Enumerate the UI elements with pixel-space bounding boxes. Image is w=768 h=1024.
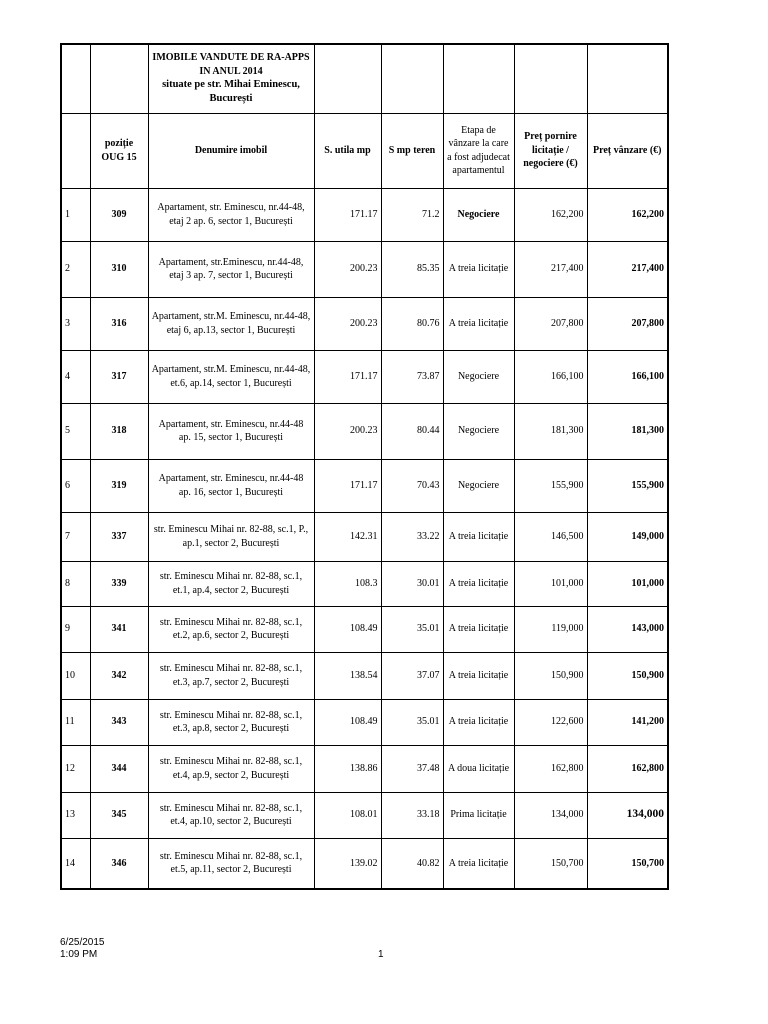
denumire-cell: Apartament, str.M. Eminescu, nr.44-48, et.6, ap.14, sector 1, București bbox=[148, 350, 314, 403]
s-teren-cell: 35.01 bbox=[381, 699, 443, 745]
pret-pornire-cell: 146,500 bbox=[514, 512, 587, 561]
pozitie-cell: 342 bbox=[90, 652, 148, 699]
header-s-utila: S. utila mp bbox=[314, 113, 381, 188]
pozitie-cell: 346 bbox=[90, 838, 148, 889]
table-row bbox=[61, 512, 668, 561]
pret-vanzare-cell: 134,000 bbox=[587, 792, 668, 838]
s-utila-cell: 200.23 bbox=[314, 403, 381, 459]
table-row bbox=[61, 297, 668, 350]
s-teren-cell: 40.82 bbox=[381, 838, 443, 889]
empty-cell bbox=[443, 44, 514, 113]
pret-pornire-cell: 217,400 bbox=[514, 241, 587, 297]
etapa-cell: A doua licitație bbox=[443, 745, 514, 792]
row-number-cell: 1 bbox=[61, 188, 90, 241]
table-title bbox=[148, 44, 314, 113]
pret-vanzare-cell: 101,000 bbox=[587, 561, 668, 606]
pozitie-cell: 309 bbox=[90, 188, 148, 241]
denumire-cell: str. Eminescu Mihai nr. 82-88, sc.1, P., ap.1, sector 2, București bbox=[148, 512, 314, 561]
empty-cell bbox=[314, 44, 381, 113]
pret-pornire-cell: 207,800 bbox=[514, 297, 587, 350]
pret-vanzare-cell: 166,100 bbox=[587, 350, 668, 403]
etapa-cell: Prima licitație bbox=[443, 792, 514, 838]
s-teren-cell: 37.48 bbox=[381, 745, 443, 792]
s-utila-cell: 108.01 bbox=[314, 792, 381, 838]
s-utila-cell: 171.17 bbox=[314, 188, 381, 241]
pret-pornire-cell: 101,000 bbox=[514, 561, 587, 606]
table-row bbox=[61, 838, 668, 889]
etapa-cell: A treia licitație bbox=[443, 512, 514, 561]
pret-pornire-cell: 155,900 bbox=[514, 459, 587, 512]
table-row bbox=[61, 403, 668, 459]
denumire-cell: str. Eminescu Mihai nr. 82-88, sc.1, et.4, ap.10, sector 2, București bbox=[148, 792, 314, 838]
table-row bbox=[61, 459, 668, 512]
pret-vanzare-cell: 143,000 bbox=[587, 606, 668, 652]
pret-pornire-cell: 162,800 bbox=[514, 745, 587, 792]
title-line-2: situate pe str. Mihai Eminescu, București bbox=[162, 79, 300, 105]
s-utila-cell: 108.49 bbox=[314, 606, 381, 652]
s-teren-cell: 80.44 bbox=[381, 403, 443, 459]
denumire-cell: Apartament, str. Eminescu, nr.44-48 ap. 16, sector 1, București bbox=[148, 459, 314, 512]
s-teren-cell: 30.01 bbox=[381, 561, 443, 606]
print-date: 6/25/2015 bbox=[60, 937, 105, 948]
pret-vanzare-cell: 141,200 bbox=[587, 699, 668, 745]
header-s-teren: S mp teren bbox=[381, 113, 443, 188]
row-number-cell: 11 bbox=[61, 699, 90, 745]
pozitie-cell: 339 bbox=[90, 561, 148, 606]
s-teren-cell: 37.07 bbox=[381, 652, 443, 699]
denumire-cell: str. Eminescu Mihai nr. 82-88, sc.1, et.4, ap.9, sector 2, București bbox=[148, 745, 314, 792]
pozitie-cell: 318 bbox=[90, 403, 148, 459]
header-pret-vanzare: Preț vânzare (€) bbox=[587, 113, 668, 188]
row-number-cell: 14 bbox=[61, 838, 90, 889]
s-utila-cell: 142.31 bbox=[314, 512, 381, 561]
title-line-1: IMOBILE VANDUTE DE RA-APPS IN ANUL 2014 bbox=[152, 52, 310, 77]
pret-vanzare-cell: 162,200 bbox=[587, 188, 668, 241]
empty-cell bbox=[61, 44, 90, 113]
header-etapa: Etapa de vânzare la care a fost adjudecat apartamentul bbox=[443, 113, 514, 188]
pret-vanzare-cell: 162,800 bbox=[587, 745, 668, 792]
etapa-cell: Negociere bbox=[443, 350, 514, 403]
pozitie-cell: 337 bbox=[90, 512, 148, 561]
pozitie-cell: 310 bbox=[90, 241, 148, 297]
etapa-cell: Negociere bbox=[443, 403, 514, 459]
pozitie-cell: 344 bbox=[90, 745, 148, 792]
denumire-cell: Apartament, str.M. Eminescu, nr.44-48, etaj 6, ap.13, sector 1, București bbox=[148, 297, 314, 350]
denumire-cell: str. Eminescu Mihai nr. 82-88, sc.1, et.1, ap.4, sector 2, București bbox=[148, 561, 314, 606]
properties-table bbox=[60, 43, 669, 890]
table-row bbox=[61, 350, 668, 403]
row-number-cell: 8 bbox=[61, 561, 90, 606]
denumire-cell: str. Eminescu Mihai nr. 82-88, sc.1, et.3, ap.8, sector 2, București bbox=[148, 699, 314, 745]
table-row bbox=[61, 561, 668, 606]
row-number-cell: 6 bbox=[61, 459, 90, 512]
pret-vanzare-cell: 150,700 bbox=[587, 838, 668, 889]
print-timestamp bbox=[60, 937, 105, 961]
etapa-cell: A treia licitație bbox=[443, 699, 514, 745]
s-teren-cell: 85.35 bbox=[381, 241, 443, 297]
header-denumire: Denumire imobil bbox=[148, 113, 314, 188]
row-number-cell: 4 bbox=[61, 350, 90, 403]
s-utila-cell: 108.3 bbox=[314, 561, 381, 606]
s-utila-cell: 138.54 bbox=[314, 652, 381, 699]
row-number-cell: 5 bbox=[61, 403, 90, 459]
pret-pornire-cell: 122,600 bbox=[514, 699, 587, 745]
s-teren-cell: 70.43 bbox=[381, 459, 443, 512]
s-utila-cell: 108.49 bbox=[314, 699, 381, 745]
pret-pornire-cell: 162,200 bbox=[514, 188, 587, 241]
denumire-cell: Apartament, str. Eminescu, nr.44-48, etaj 2 ap. 6, sector 1, București bbox=[148, 188, 314, 241]
pret-vanzare-cell: 150,900 bbox=[587, 652, 668, 699]
row-number-cell: 9 bbox=[61, 606, 90, 652]
table-row bbox=[61, 792, 668, 838]
row-number-cell: 3 bbox=[61, 297, 90, 350]
etapa-cell: A treia licitație bbox=[443, 297, 514, 350]
row-number-cell: 7 bbox=[61, 512, 90, 561]
denumire-cell: str. Eminescu Mihai nr. 82-88, sc.1, et.2, ap.6, sector 2, București bbox=[148, 606, 314, 652]
etapa-cell: Negociere bbox=[443, 459, 514, 512]
pozitie-cell: 316 bbox=[90, 297, 148, 350]
s-teren-cell: 73.87 bbox=[381, 350, 443, 403]
pozitie-cell: 345 bbox=[90, 792, 148, 838]
table-row bbox=[61, 606, 668, 652]
s-teren-cell: 35.01 bbox=[381, 606, 443, 652]
header-pozitie: poziție OUG 15 bbox=[90, 113, 148, 188]
pret-pornire-cell: 166,100 bbox=[514, 350, 587, 403]
etapa-cell: A treia licitație bbox=[443, 838, 514, 889]
pret-vanzare-cell: 207,800 bbox=[587, 297, 668, 350]
pret-vanzare-cell: 217,400 bbox=[587, 241, 668, 297]
denumire-cell: str. Eminescu Mihai nr. 82-88, sc.1, et.3, ap.7, sector 2, București bbox=[148, 652, 314, 699]
table-row bbox=[61, 652, 668, 699]
denumire-cell: Apartament, str. Eminescu, nr.44-48 ap. 15, sector 1, București bbox=[148, 403, 314, 459]
table-row bbox=[61, 241, 668, 297]
row-number-cell: 12 bbox=[61, 745, 90, 792]
empty-cell bbox=[90, 44, 148, 113]
pret-pornire-cell: 119,000 bbox=[514, 606, 587, 652]
s-teren-cell: 33.22 bbox=[381, 512, 443, 561]
pret-vanzare-cell: 181,300 bbox=[587, 403, 668, 459]
pozitie-cell: 319 bbox=[90, 459, 148, 512]
s-teren-cell: 33.18 bbox=[381, 792, 443, 838]
row-number-cell: 2 bbox=[61, 241, 90, 297]
header-pret-pornire: Preț pornire licitație / negociere (€) bbox=[514, 113, 587, 188]
row-number-cell: 10 bbox=[61, 652, 90, 699]
denumire-cell: str. Eminescu Mihai nr. 82-88, sc.1, et.5, ap.11, sector 2, București bbox=[148, 838, 314, 889]
s-utila-cell: 200.23 bbox=[314, 241, 381, 297]
s-utila-cell: 171.17 bbox=[314, 350, 381, 403]
s-utila-cell: 200.23 bbox=[314, 297, 381, 350]
pret-vanzare-cell: 149,000 bbox=[587, 512, 668, 561]
table-row bbox=[61, 745, 668, 792]
empty-cell bbox=[61, 113, 90, 188]
s-teren-cell: 71.2 bbox=[381, 188, 443, 241]
etapa-cell: A treia licitație bbox=[443, 652, 514, 699]
row-number-cell: 13 bbox=[61, 792, 90, 838]
title-row bbox=[61, 44, 668, 113]
pret-pornire-cell: 134,000 bbox=[514, 792, 587, 838]
empty-cell bbox=[587, 44, 668, 113]
pret-pornire-cell: 150,900 bbox=[514, 652, 587, 699]
table-row bbox=[61, 699, 668, 745]
etapa-cell: Negociere bbox=[443, 188, 514, 241]
pozitie-cell: 317 bbox=[90, 350, 148, 403]
pozitie-cell: 343 bbox=[90, 699, 148, 745]
s-utila-cell: 138.86 bbox=[314, 745, 381, 792]
etapa-cell: A treia licitație bbox=[443, 241, 514, 297]
s-teren-cell: 80.76 bbox=[381, 297, 443, 350]
denumire-cell: Apartament, str.Eminescu, nr.44-48, etaj 3 ap. 7, sector 1, București bbox=[148, 241, 314, 297]
pret-pornire-cell: 181,300 bbox=[514, 403, 587, 459]
pret-pornire-cell: 150,700 bbox=[514, 838, 587, 889]
empty-cell bbox=[381, 44, 443, 113]
header-row bbox=[61, 113, 668, 188]
s-utila-cell: 139.02 bbox=[314, 838, 381, 889]
etapa-cell: A treia licitație bbox=[443, 606, 514, 652]
table-row bbox=[61, 188, 668, 241]
s-utila-cell: 171.17 bbox=[314, 459, 381, 512]
etapa-cell: A treia licitație bbox=[443, 561, 514, 606]
pret-vanzare-cell: 155,900 bbox=[587, 459, 668, 512]
print-time: 1:09 PM bbox=[60, 949, 98, 960]
pozitie-cell: 341 bbox=[90, 606, 148, 652]
empty-cell bbox=[514, 44, 587, 113]
page-number: 1 bbox=[378, 949, 384, 960]
